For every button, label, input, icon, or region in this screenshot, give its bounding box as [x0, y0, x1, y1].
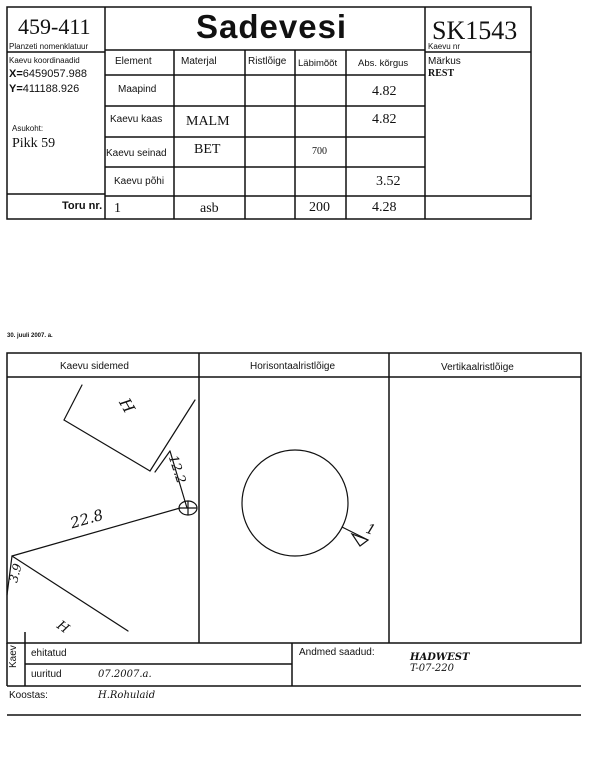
col-header-height: Abs. kõrgus: [358, 58, 409, 69]
location-value: Pikk 59: [12, 136, 56, 151]
coord-x-label: X=: [9, 68, 23, 80]
coord-y: [9, 83, 79, 95]
sketch-label-pipe: 1: [363, 520, 378, 540]
coords-label: Kaevu koordinaadid: [9, 56, 80, 65]
sketch-label-distance: 3.9: [6, 561, 25, 585]
col-header-section: Ristlõige: [248, 56, 287, 67]
row-height: 4.82: [372, 84, 397, 99]
col-header-material: Materjal: [181, 56, 217, 67]
page-title: Sadevesi: [196, 8, 348, 45]
coord-x: [9, 68, 87, 80]
coord-y-value: 411188.926: [22, 83, 80, 95]
pipe-label: Toru nr.: [62, 200, 103, 212]
pipe-material: asb: [200, 201, 219, 216]
sketch-label-house: H: [115, 394, 139, 417]
sheet-number-label: Planzeti nomenklatuur: [9, 42, 89, 51]
coord-y-label: Y=: [9, 83, 23, 95]
row-material: MALM: [186, 114, 230, 129]
author-label: Koostas:: [9, 690, 48, 701]
row-element: Kaevu seinad: [106, 148, 167, 159]
row-diameter: 700: [312, 146, 327, 157]
surveyed-value: 07.2007.a.: [98, 669, 152, 680]
pipe-height: 4.28: [372, 200, 397, 215]
col-header-remark: Märkus: [428, 56, 461, 67]
col-header-diameter: Läbimõõt: [298, 58, 338, 69]
col-header-vertical: Vertikaalristlõige: [441, 362, 514, 373]
sketch-label-house: H: [53, 618, 72, 637]
remark-value: REST: [428, 68, 455, 79]
sketch-label-distance: 22.8: [68, 505, 106, 533]
row-element: Kaevu põhi: [114, 176, 165, 187]
col-header-element: Element: [115, 56, 152, 67]
row-element: Maapind: [118, 84, 157, 95]
row-material: BET: [194, 142, 221, 157]
well-number-label: Kaevu nr: [428, 42, 461, 51]
built-label: ehitatud: [31, 648, 67, 659]
data-source-label: Andmed saadud:: [299, 647, 375, 658]
sketch-label-distance: 12.2: [164, 453, 189, 486]
side-label: Kaev: [8, 645, 19, 668]
data-source-1: HADWEST: [410, 652, 470, 663]
row-element: Kaevu kaas: [110, 114, 163, 125]
sheet-number: 459-411: [18, 14, 91, 39]
location-label: Asukoht:: [12, 124, 44, 133]
pipe-number: 1: [114, 201, 121, 216]
data-source-2: T-07-220: [410, 663, 454, 674]
form-date: 30. juuli 2007. a.: [7, 333, 53, 339]
row-height: 3.52: [376, 174, 401, 189]
pipe-diameter: 200: [309, 200, 330, 215]
col-header-horizontal: Horisontaalristlõige: [250, 361, 336, 372]
coord-x-value: 6459057.988: [22, 68, 87, 80]
author-value: H.Rohulaid: [98, 690, 156, 701]
well-number: SK1543: [432, 16, 518, 45]
col-header-links: Kaevu sidemed: [60, 361, 129, 372]
surveyed-label: uuritud: [31, 669, 62, 680]
row-height: 4.82: [372, 112, 397, 127]
